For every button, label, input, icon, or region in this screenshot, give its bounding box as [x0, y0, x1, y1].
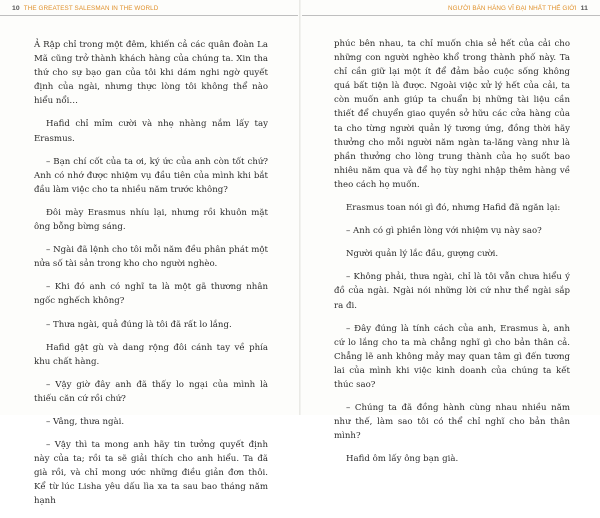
left-running-title: THE GREATEST SALESMAN IN THE WORLD: [23, 4, 159, 12]
right-header-rule: [302, 15, 600, 16]
paragraph: Erasmus toan nói gì đó, nhưng Hafid đã ngăn lại:: [346, 203, 561, 214]
left-page-text: [34, 38, 268, 518]
paragraph: – Bạn chí cốt của ta ơi, ký ức của anh còn tốt chứ? Anh có nhớ được nhiệm vụ đầu tiên của mình khi bắt đầu làm việc cho ta nhiều năm trước không?: [34, 156, 268, 195]
paragraph: – Chúng ta đã đồng hành cùng nhau nhiều năm như thế, làm sao tôi có thể chỉ nghĩ cho bản thân mình?: [334, 403, 570, 442]
paragraph: – Vậy giờ đây anh đã thấy lo ngại của mình là thiếu căn cứ rồi chứ?: [34, 379, 268, 404]
paragraph: – Ngài đã lệnh cho tôi mỗi năm đều phân phát một nửa số tài sản trong kho cho người nghèo.: [34, 245, 268, 270]
paragraph: Hafid chỉ mỉm cười và nhẹ nhàng nắm lấy tay Erasmus.: [34, 119, 268, 144]
right-running-head: [448, 3, 592, 13]
paragraph: phúc bên nhau, ta chỉ muốn chia sẻ hết của cải cho những con người nghèo khổ trong thành phố này. Ta chỉ cần giữ lại một ít để đảm bảo cuộc sống không quá bất tiện là được. Ngoài việc xử lý hết của cải, ta còn muốn anh giúp ta chuẩn bị những tài liệu cần thiết để chuyển giao quyền sở hữu các cửa hàng của ta cho từng người quản lý tương ứng, đồng thời hãy thưởng cho mỗi người năm ngàn ta-lăng vàng như là phần thưởng cho lòng trung thành của họ suốt bao nhiêu năm qua và để họ tùy nghi nhập thêm hàng về theo cách họ muốn.: [334, 39, 570, 190]
paragraph: – Khi đó anh có nghĩ ta là một gã thương nhân ngốc nghếch không?: [34, 282, 268, 307]
paragraph: Hafid gật gù và dang rộng đôi cánh tay về phía khu chất hàng.: [34, 342, 268, 367]
paragraph: Ả Rập chỉ trong một đêm, khiến cả các quân đoàn La Mã cũng trở thành khách hàng của chúng ta. Xin tha thứ cho sự bạo gan của tôi khi dám nghi ngờ quyết định của ngài, nhưng thực lòng tôi không thể nào hiểu nổi…: [34, 40, 268, 107]
paragraph: Người quản lý lắc đầu, gượng cười.: [346, 249, 499, 260]
paragraph: – Anh có gì phiền lòng với nhiệm vụ này sao?: [346, 226, 542, 237]
right-page-text: [334, 37, 570, 475]
left-page-number: 10: [12, 4, 20, 12]
right-page-number: 11: [580, 4, 588, 12]
paragraph: Hafid ôm lấy ông bạn già.: [346, 454, 459, 465]
paragraph: Đôi mày Erasmus nhíu lại, nhưng rồi khuôn mặt ông bỗng bừng sáng.: [34, 207, 268, 233]
right-running-title: NGƯỜI BÁN HÀNG VĨ ĐẠI NHẤT THẾ GIỚI: [448, 4, 577, 12]
paragraph: – Không phải, thưa ngài, chỉ là tôi vẫn chưa hiểu ý đồ của ngài. Ngài nói những lời cứ như thể ngài sắp ra đi.: [334, 272, 570, 311]
left-running-head: [8, 3, 158, 13]
paragraph: – Vâng, thưa ngài.: [46, 416, 125, 427]
book-gutter: [299, 0, 301, 415]
paragraph: – Vậy thì ta mong anh hãy tin tưởng quyết định này của ta; rồi ta sẽ giải thích cho anh hiểu. Ta đã già rồi, và chỉ mong ước những điều giản đơn thôi. Kể từ lúc Lisha yêu dấu lìa xa ta sau bao tháng năm hạnh: [34, 440, 268, 507]
left-header-rule: [0, 15, 298, 16]
paragraph: – Đây đúng là tính cách của anh, Erasmus à, anh cứ lo lắng cho ta mà chẳng nghĩ gì cho bản thân cả. Chẳng lẽ anh không mảy may quan tâm gì đến tương lai của mình khi việc kinh doanh của chúng ta kết thúc sao?: [334, 323, 570, 390]
paragraph: – Thưa ngài, quả đúng là tôi đã rất lo lắng.: [46, 319, 232, 330]
